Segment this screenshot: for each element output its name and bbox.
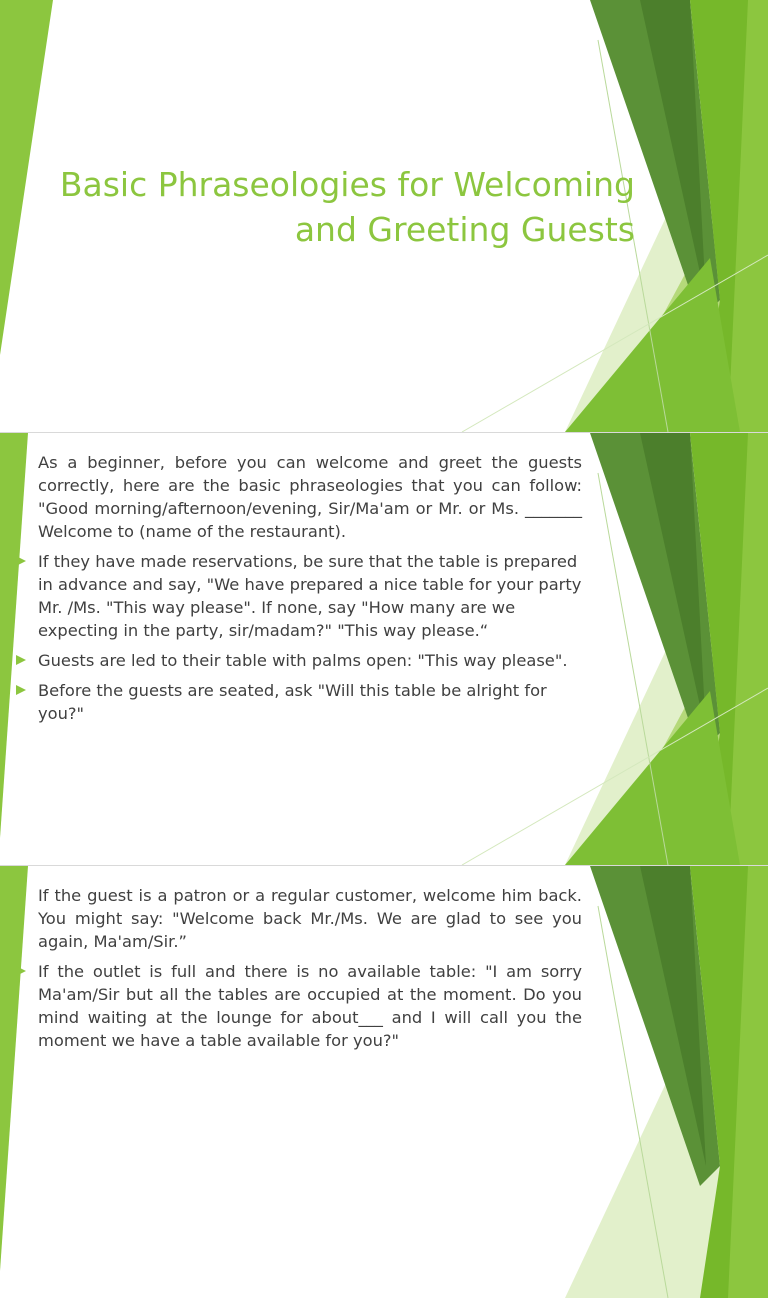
bullet-list — [16, 451, 582, 732]
bullet-arrow-icon — [16, 655, 26, 665]
page-title — [40, 162, 635, 252]
bullet-arrow-icon — [16, 685, 26, 695]
bullet-text: If they have made reservations, be sure that the table is prepared in advance and say, "We have prepared a nice table for your party Mr. /Ms. "This way please". If none, say "How many are we expecting in the party, sir/madam?" "This way please.“ — [38, 552, 582, 640]
bullet-arrow-icon — [16, 457, 26, 467]
list-item — [16, 679, 582, 725]
title-line-1: Basic Phraseologies for Welcoming — [59, 165, 635, 204]
list-item — [16, 550, 582, 642]
list-item — [16, 960, 582, 1052]
bullet-arrow-icon — [16, 556, 26, 566]
bullet-text: If the outlet is full and there is no available table: "I am sorry Ma'am/Sir but all the tables are occupied at the moment. Do you mind waiting at the lounge for about___ and I will call you the moment we have a table available for you?" — [38, 962, 582, 1050]
title-line-2: and Greeting Guests — [294, 210, 635, 249]
bullet-text: Before the guests are seated, ask "Will this table be alright for you?" — [38, 681, 547, 723]
bullet-text: As a beginner, before you can welcome and greet the guests correctly, here are the basic phraseologies that you can follow: "Good morning/afternoon/evening, Sir/Ma'am or Mr. or Ms. _______ Welcome to (name of the restaurant). — [38, 453, 582, 541]
bullet-arrow-icon — [16, 966, 26, 976]
bullet-text: If the guest is a patron or a regular customer, welcome him back. You might say: "Welcome back Mr./Ms. We are glad to see you again, Ma'am/Sir.” — [38, 886, 582, 951]
list-item — [16, 884, 582, 953]
list-item — [16, 649, 582, 672]
slide-phrases — [0, 433, 768, 865]
list-item — [16, 451, 582, 543]
bullet-arrow-icon — [16, 890, 26, 900]
slide-title — [0, 0, 768, 432]
bullet-list — [16, 884, 582, 1059]
bullet-text: Guests are led to their table with palms open: "This way please". — [38, 651, 568, 670]
slide-phrases-continued — [0, 866, 768, 1298]
